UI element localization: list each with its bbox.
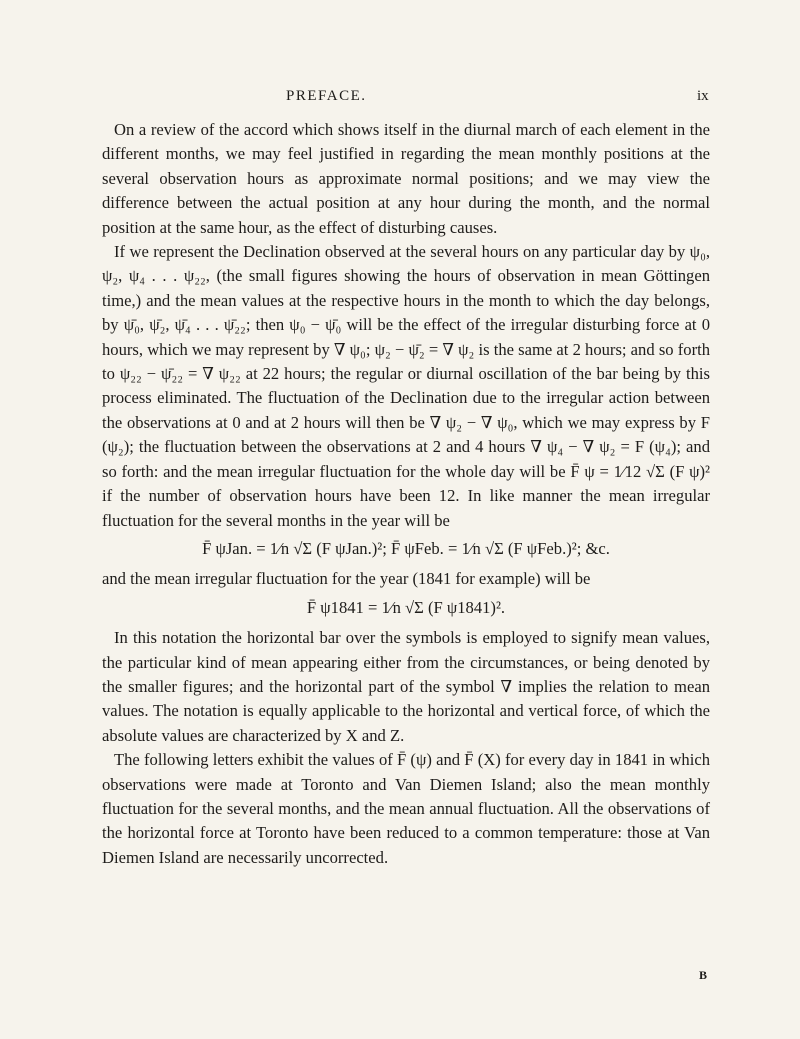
paragraph-3: In this notation the horizontal bar over the symbols is employed to signify mean values, the particular kind of mean appearing either from the circumstances, or being denoted by the smaller figures; and the horizontal part of the symbol ∇ implies the relation to mean values. The notation is equally applicable to the horizontal and vertical force, of which the absolute values are characterized by X and Z.: [102, 628, 710, 745]
paragraph-4: The following letters exhibit the values of F̄ (ψ) and F̄ (X) for every day in 1841 in which observations were made at Toronto and Van Diemen Island; also the mean monthly fluctuation for the several months, and the mean annual fluctuation. All the observations of the horizontal force at Toronto have been reduced to a common temperature: those at Van Diemen Island are necessarily uncorrected.: [102, 750, 710, 867]
paragraph-annual-intro: and the mean irregular fluctuation for the year (1841 for example) will be: [102, 569, 591, 589]
body-text: [102, 118, 710, 870]
page-number: ix: [697, 88, 709, 104]
running-head: PREFACE.: [286, 88, 367, 104]
equation-monthly: F̄ ψJan. = 1⁄n √Σ (F ψJan.)²; F̄ ψFeb. = 1⁄n √Σ (F ψFeb.)²; &c.: [202, 538, 610, 558]
signature-mark: B: [699, 968, 708, 982]
paragraph-2: If we represent the Declination observed at the several hours on any particular day by ψ₀, ψ₂, ψ₄ . . . ψ₂₂, (the small figures showing the hours of observation in mean Göttingen time,) and the mean values at the respective hours in the month to which the day belongs, by ψ̄₀, ψ̄₂, ψ̄₄ . . . ψ̄₂₂; then ψ₀ − ψ̄₀ will be the effect of the irregular disturbing force at 0 hours, which we may represent by ∇ ψ₀; ψ₂ − ψ̄₂ = ∇ ψ₂ is the same at 2 hours; and so forth to ψ₂₂ − ψ̄₂₂ = ∇ ψ₂₂ at 22 hours; the regular or diurnal oscillation of the bar being by this process eliminated. The fluctuation of the Declination due to the irregular action between the observations at 0 and at 2 hours will then be ∇ ψ₂ − ∇ ψ₀, which we may express by F (ψ₂); the fluctuation between the observations at 2 and 4 hours ∇ ψ₄ − ∇ ψ₂ = F (ψ₄); and so forth: and the mean irregular fluctuation for the whole day will be F̄ ψ = 1⁄12 √Σ (F ψ)² if the number of observation hours have been 12. In like manner the mean irregular fluctuation for the several months in the year will be: [102, 242, 710, 530]
equation-annual: F̄ ψ1841 = 1⁄n √Σ (F ψ1841)².: [306, 597, 506, 617]
page-header: [0, 88, 800, 110]
paragraph-1: On a review of the accord which shows itself in the diurnal march of each element in the different months, we may feel justified in regarding the mean monthly positions at the several observation hours as approximate normal positions; and we may view the difference between the actual position at any hour during the month, and the normal position at the same hour, as the effect of disturbing causes.: [102, 120, 710, 237]
